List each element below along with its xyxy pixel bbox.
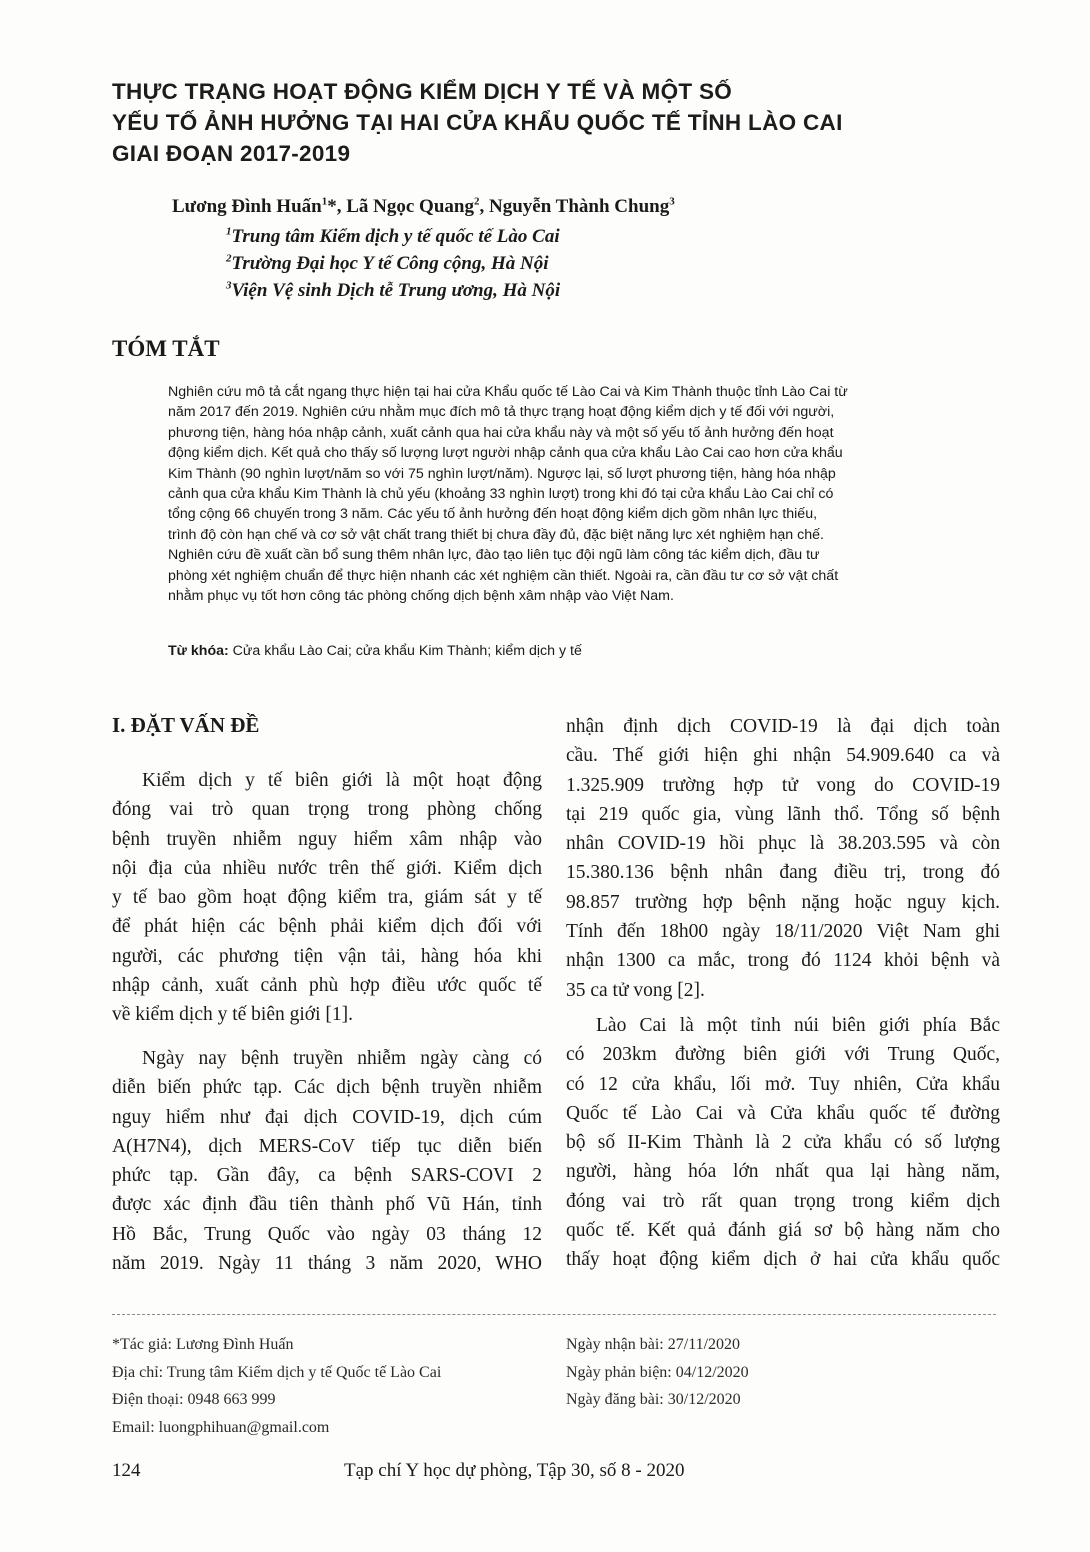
body-line: thấy hoạt động kiểm dịch ở hai cửa khẩu quốc: [566, 1249, 1000, 1271]
body-line: năm 2019. Ngày 11 tháng 3 năm 2020, WHO: [112, 1253, 542, 1275]
affiliation-number: 1: [226, 225, 232, 238]
affiliation-text: Trung tâm Kiểm dịch y tế quốc tế Lào Cai: [231, 226, 560, 247]
body-paragraph: [566, 1011, 1000, 1275]
body-line: Ngày nay bệnh truyền nhiễm ngày càng có: [142, 1048, 542, 1069]
author-affiliation-number: 1: [321, 195, 328, 208]
author-contact: [112, 1331, 441, 1441]
author-affiliation-number: 3: [669, 195, 675, 208]
body-line: Tính đến 18h00 ngày 18/11/2020 Việt Nam ghi: [566, 921, 1000, 943]
keywords-text: Cửa khẩu Lào Cai; cửa khẩu Kim Thành; kiểm dịch y tế: [228, 643, 582, 659]
body-line: 35 ca tử vong [2].: [566, 979, 705, 1001]
body-line: nhận 1300 ca mắc, trong đó 1124 khỏi bệnh và: [566, 950, 1000, 972]
body-line: Kiểm dịch y tế biên giới là một hoạt động: [142, 770, 542, 791]
abstract-line: nhằm phục vụ tốt hơn công tác phòng chống dịch bệnh xâm nhập vào Việt Nam.: [168, 588, 674, 605]
body-line: về kiểm dịch y tế biên giới [1].: [112, 1004, 353, 1026]
body-line: có 12 cửa khẩu, lối mở. Tuy nhiên, Cửa khẩu: [566, 1073, 1000, 1095]
corresponding-author-mark: *,: [327, 196, 347, 217]
abstract-line: cảnh qua cửa khẩu Kim Thành là chủ yếu (khoảng 33 nghìn lượt) trong khi đó tại cửa khẩu Lào Cai chỉ có: [168, 486, 834, 503]
body-line: đóng vai trò rất quan trọng trong kiểm dịch: [566, 1190, 1000, 1212]
body-line: người, hàng hóa lớn nhất qua lại hàng năm,: [566, 1161, 1000, 1183]
body-line: nhận định dịch COVID-19 là đại dịch toàn: [566, 716, 1000, 737]
footnote-divider: [112, 1314, 996, 1315]
author-name: Nguyễn Thành Chung: [488, 196, 670, 217]
body-line: y tế bao gồm hoạt động kiểm tra, giám sát y tế: [112, 887, 542, 909]
author-address: Địa chỉ: Trung tâm Kiểm dịch y tế Quốc tế Lào Cai: [112, 1363, 442, 1381]
body-line: nguy hiểm như đại dịch COVID-19, dịch cúm: [112, 1106, 542, 1128]
body-line: người, các phương tiện vận tải, hàng hóa khi: [112, 945, 542, 967]
title-line: YẾU TỐ ẢNH HƯỞNG TẠI HAI CỬA KHẨU QUỐC TẾ TỈNH LÀO CAI: [112, 110, 843, 135]
body-line: A(H7N4), dịch MERS-CoV tiếp tục diễn biến: [112, 1135, 542, 1157]
affiliation-number: 2: [226, 252, 232, 265]
author-affiliation-number: 2: [473, 195, 480, 208]
section-heading: I. ĐẶT VẤN ĐỀ: [112, 713, 260, 737]
body-line: nhập cảnh, xuất cảnh phù hợp điều ước quốc tế: [112, 975, 542, 997]
abstract-line: trình độ còn hạn chế và cơ sở vật chất trang thiết bị chưa đầy đủ, đặc biệt năng lực xét nghiệm hạn chế.: [168, 526, 824, 543]
title-line: GIAI ĐOẠN 2017-2019: [112, 141, 351, 166]
body-line: để phát hiện các bệnh phải kiểm dịch đối với: [112, 916, 542, 938]
abstract-line: phương tiện, hàng hóa nhập cảnh, xuất cảnh qua hai cửa khẩu này và một số yếu tố ảnh hưởng đến hoạt: [168, 424, 834, 441]
page-number: 124: [112, 1460, 141, 1481]
abstract-line: phòng xét nghiệm chuẩn để thực hiện nhanh các xét nghiệm cần thiết. Ngoài ra, cần đầu tư cơ sở vật chất: [168, 567, 839, 584]
body-line: phức tạp. Gần đây, ca bệnh SARS-COVI 2: [112, 1165, 542, 1187]
affiliation: [226, 253, 548, 275]
review-date: Ngày phản biện: 04/12/2020: [566, 1363, 749, 1381]
body-line: 1.325.909 trường hợp tử vong do COVID-19: [566, 774, 1000, 796]
author-email: Email: luongphihuan@gmail.com: [112, 1418, 330, 1436]
keywords: [168, 643, 582, 659]
author-name: Lương Đình Huấn: [172, 196, 322, 217]
affiliation-number: 3: [226, 279, 232, 292]
body-line: cầu. Thế giới hiện ghi nhận 54.909.640 ca và: [566, 745, 1000, 767]
corresponding-author: *Tác giả: Lương Đình Huấn: [112, 1336, 294, 1353]
abstract-line: năm 2017 đến 2019. Nghiên cứu nhằm mục đích mô tả thực trạng hoạt động kiểm dịch y tế đối với người,: [168, 404, 835, 421]
affiliation-text: Trường Đại học Y tế Công cộng, Hà Nội: [231, 253, 549, 274]
abstract-line: động kiểm dịch. Kết quả cho thấy số lượng lượt người nhập cảnh qua cửa khẩu Lào Cai cao hơn cửa khẩu: [168, 445, 843, 462]
author-phone: Điện thoại: 0948 663 999: [112, 1391, 276, 1408]
body-paragraph: [112, 1044, 542, 1278]
received-date: Ngày nhận bài: 27/11/2020: [566, 1336, 741, 1353]
keywords-label: Từ khóa:: [168, 643, 229, 659]
article-title: [112, 76, 1012, 169]
body-line: Lào Cai là một tỉnh núi biên giới phía Bắc: [596, 1015, 1000, 1036]
body-line: nội địa của nhiều nước trên thế giới. Kiểm dịch: [112, 857, 542, 879]
author-name: Lã Ngọc Quang: [346, 196, 474, 217]
body-line: có 203km đường biên giới với Trung Quốc,: [566, 1044, 1000, 1066]
author-separator: ,: [479, 196, 489, 217]
body-line: Quốc tế Lào Cai và Cửa khẩu quốc tế đường: [566, 1102, 1000, 1124]
affiliation: [226, 280, 560, 302]
abstract-body: [168, 382, 1008, 606]
body-line: 15.380.136 bệnh nhân đang điều trị, trong đó: [566, 862, 1000, 884]
body-line: bộ số II-Kim Thành là 2 cửa khẩu có số lượng: [566, 1132, 1000, 1154]
article-dates: [566, 1331, 749, 1414]
journal-name: Tạp chí Y học dự phòng, Tập 30, số 8 - 2020: [344, 1460, 685, 1481]
affiliation-text: Viện Vệ sinh Dịch tễ Trung ương, Hà Nội: [231, 280, 561, 301]
body-line: bệnh truyền nhiễm nguy hiểm xâm nhập vào: [112, 828, 542, 850]
abstract-line: Nghiên cứu đề xuất cần bổ sung thêm nhân lực, đào tạo liên tục đội ngũ làm công tác kiểm dịch, đầu tư: [168, 547, 820, 564]
body-paragraph: [112, 766, 542, 1030]
body-line: nhân COVID-19 hồi phục là 38.203.595 và còn: [566, 833, 1000, 855]
body-paragraph: [566, 712, 1000, 1005]
body-line: tại 219 quốc gia, vùng lãnh thổ. Tổng số bệnh: [566, 803, 1000, 825]
body-line: diễn biến phức tạp. Các dịch bệnh truyền nhiễm: [112, 1077, 542, 1099]
body-line: Hồ Bắc, Trung Quốc vào ngày 03 tháng 12: [112, 1223, 542, 1245]
title-line: THỰC TRẠNG HOẠT ĐỘNG KIỂM DỊCH Y TẾ VÀ MỘT SỐ: [112, 79, 733, 104]
body-line: được xác định đầu tiên thành phố Vũ Hán, tỉnh: [112, 1194, 542, 1216]
body-line: đóng vai trò quan trọng trong phòng chống: [112, 799, 542, 821]
abstract-heading: TÓM TẮT: [112, 336, 220, 361]
body-line: 98.857 trường hợp bệnh nặng hoặc nguy kịch.: [566, 891, 1000, 913]
body-line: quốc tế. Kết quả đánh giá sơ bộ hàng năm cho: [566, 1220, 1000, 1242]
publish-date: Ngày đăng bài: 30/12/2020: [566, 1391, 741, 1408]
affiliation: [226, 226, 560, 248]
author-list: [172, 196, 675, 218]
abstract-line: Nghiên cứu mô tả cắt ngang thực hiện tại hai cửa Khẩu quốc tế Lào Cai và Kim Thành thuộc tỉnh Lào Cai từ: [168, 384, 848, 400]
abstract-line: tổng cộng 66 chuyến trong 3 năm. Các yếu tố ảnh hưởng đến hoạt động kiểm dịch gồm nhân lực thiếu,: [168, 506, 818, 523]
abstract-line: Kim Thành (90 nghìn lượt/năm so với 75 nghìn lượt/năm). Ngược lại, số lượt phương tiện, hàng hóa nhập: [168, 465, 836, 482]
